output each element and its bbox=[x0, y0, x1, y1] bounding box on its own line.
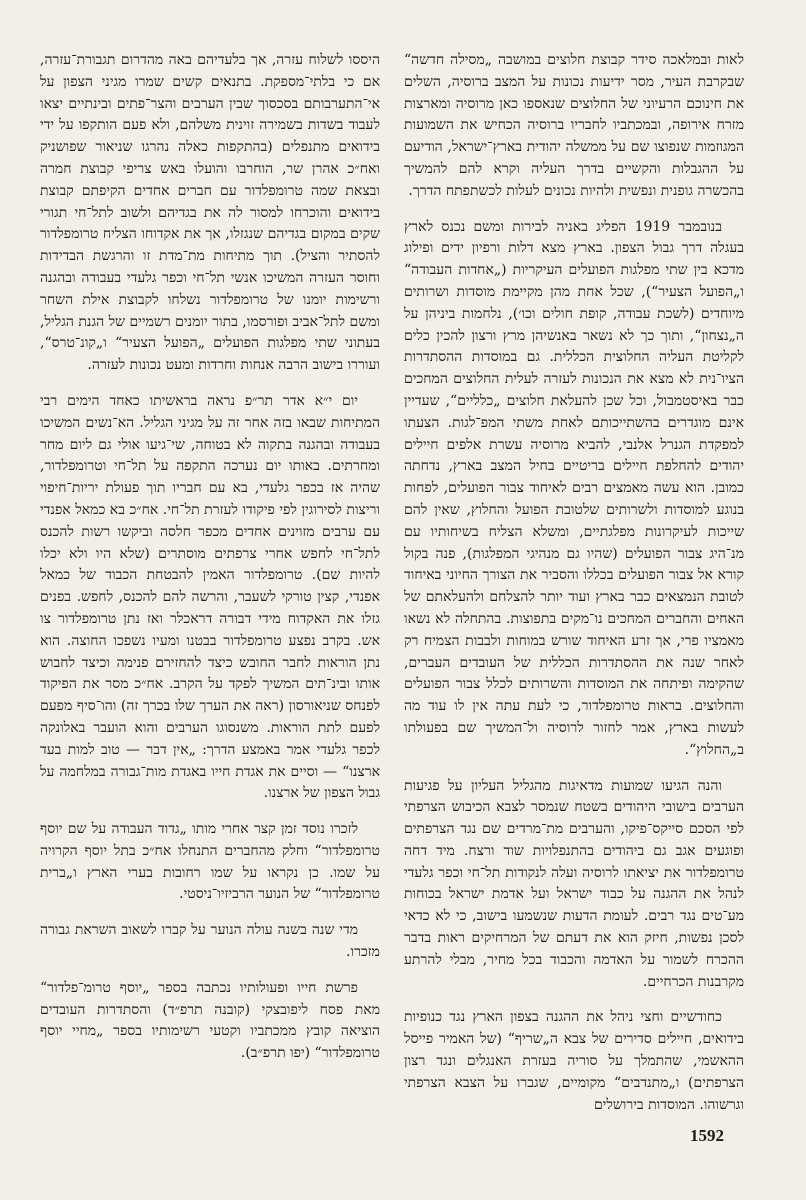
paragraph: מדי שנה בשנה עולה הנוער על קברו לשאוב השראת גבורה מזכרו. bbox=[40, 922, 380, 961]
paragraph: היססו לשלוח עזרה, אך בלעדיהם באה מהדרום תגבורת־עזרה, אם כי בלתי־מספקת. בתנאים קשים שמרו מגיני הצפון על אי־התערבותם בסכסוך שבין הערבים והצר־פתים ובינתיים יצאו לעבוד בשדות בשמירה זוינית משלהם, ולא פעם הותקפו על ידי בידואים מתנפלים (בהתקפות כאלה נהרגו שניאור שפושניק ואח״כ אהרן שר, הוחרבו והועלו באש צריפי קבוצת חמרה ובצאת שמה טרומפלדור עם חברים אחדים הקיפתם קבוצת בידואים והוכרחו למסור לה את בגדיהם ולשוב לתל־חי תגורי שקים במקום בגדיהם שנגזלו, אך את אקדוחו הצליח טרומפלדור להסתיר והציל). תוך מתיחות מת־מדת זו והרגשת הבדידות וחוסר העזרה המשיכו אנשי תל־חי וכפר גלעדי בעבודה ובהגנה ורשימות יומנו של טרומפלדור נשלחו לקבוצת אילת השחר ומשם לתל־אביב ופורסמו, בתור יומנים רשמיים של הגנת הגליל, בעתוני שתי מפלגות הפועלים „הפועל הצעיר“ ו„קונ־טרס“, ועוררו בישוב הרבה אנחות וחרדות ומעט נכונות לעזרה. bbox=[40, 52, 380, 374]
paragraph: לזכרו נוסד זמן קצר אחרי מותו „גדוד העבודה על שם יוסף טרומפלדור“ וחלק מהחברים התנחלו אח״כ בתל יוסף הקרויה על שמו. כן נקראו על שמו רחובות בערי הארץ ו„ברית טרומפלדור“ של הנוער הרביזיו־ניסטי. bbox=[40, 821, 380, 903]
paragraph: בנובמבר 1919 הפליג באניה לבירות ומשם נכנס לארץ בעגלה דרך גבול הצפון. בארץ מצא דלות ורפיון ידים ופילוג מדכא בין שתי מפלגות הפועלים העיקריות („אחדות העבודה“ ו„הפועל הצעיר“), שכל אחת מהן מקיימת מוסדות ושרותים מיוחדים (לשכת עבודה, קופת חולים וכו׳), נלחמות ביניהן על ה„נצחון“, ותוך כך לא נשאר באנשיהן מרץ ורצון להכין כלים לקליטת העליה החלוצית הכללית. גם במוסדות ההסתדרות הציו־נית לא מצא את הנכונות לעזרה לעלית החלוצים המחכים כבר באיסטמבול, וכל שכן להעלאת חלוצים „כלליים“, שעדיין אינם מוגדרים בהשתייכותם לאחת משתי המפ־לגות. הצעתו למפקדת הגנרל אלנבי, להביא מרוסיה עשרת אלפים חיילים יהודים להחלפת חיילים בריטיים בחיל המצב בארץ, נדחתה כמובן. הוא עשה מאמצים רבים לאיחוד צבור הפועלים, לפחות בנוגע למוסדות ולשרותים שלטובת הפועל והחלוץ, שאין להם שייכות לעיקרונות מפלגתיים, ומשלא הצליח בשיחותיו עם מנ־היג צבור הפועלים (שהיו גם מנהיגי המפלגות), פנה בקול קורא אל צבור הפועלים בכללו והסביר את הצורך החיוני באיחוד לטובת הנמצאים כבר בארץ ועוד יותר להצלחם ולהעלאתם של האחים והחברים המחכים נו־מקים בתפוצות. בהתחלה לא נשאו מאמציו פרי, אך זרע האיחוד שורש במוחות ולבבות הצמיח רק לאחר שנה את ההסתדרות הכללית של העובדים העברים, שהקימה ופיתחה את המוסדות והשרותים לכלל צבור הפועלים והחלוצים. בראות טרומפלדור, כי לעת עתה אין לו עוד מה לעשות בארץ, אמר לחזור לרוסיה ול־המשיך שם בפעולתו ב„החלוץ“. bbox=[404, 218, 744, 758]
paragraph: לאות ובמלאכה סידר קבוצת חלוצים במושבה „מסילה חדשה“ שבקרבת העיר, מסר ידיעות נכונות על המצב ברוסיה, השלים את חינוכם הרעיוני של החלוצים שנאספו כאן מרוסיה ומארצות מזרח אירופה, ובמכתביו לחבריו ברוסיה הכחיש את השמועות המגוזמות שנפוצו שם על ממשלה יהודית בארץ־ישראל, הודיעם על ההגבלות והקשיים בדרך העליה וקרא להם להמשיך בהכשרה גופנית ונפשית ולהיות נכונים לעלות לכשתפתח הדרך. bbox=[404, 52, 744, 199]
page-number: 1592 bbox=[690, 1126, 724, 1145]
paragraph: והנה הגיעו שמועות מדאיגות מהגליל העליון על פגיעות הערבים בישובי היהודים בשטח שנמסר לצבא הכיבוש הצרפתי לפי הסכם סייקס־פיקו, והערבים מת־מרדים שם נגד הצרפתים ופוגעים אגב גם ביהודים בהתנפלויות שוד ורצח. מיד דחה טרומפלדור את יציאתו לרוסיה ועלה לנקודות תל־חי וכפר גלעדי לנהל את ההגנה על כבוד ישראל ועל אדמת ישראל בכוחות מע־טים נגד רבים. לעומת הדעות שנשמעו בישוב, כי לא כדאי לסכן נפשות, חיזק הוא את דעתם של המרחיקים ראות בדבר ההכרח לשמור על האדמה והכבוד בכל מחיר, מבלי להרתע מקרבנות הכרחיים. bbox=[404, 777, 744, 990]
left-column bbox=[40, 50, 380, 1079]
paragraph: יום י״א אדר תר״פ נראה בראשיתו כאחד הימים רבי המתיחות שבאו בזה אחר זה על מגיני הגליל. הא־נשים המשיכו בעבודה ובהגנה בתקוה לא בטוחה, שי־גיעו אולי גם ליום מחר ומחרתים. באותו יום נערכה התקפה על תל־חי וטרומפלדור, שהיה אז בכפר גלעדי, בא עם חבריו תוך פעולת יריות־חיפוי וריצות לסירוגין לפי פיקודו לעזרת תל־חי. אח״כ בא כמאל אפנדי עם ערבים מזוינים אחדים מכפר חלסה וביקשו רשות להכנס לתל־חי לחפש אחרי צרפתים מוסתרים (שלא היו ולא יכלו להיות שם). טרומפלדור האמין להבטחת הכבוד של כמאל אפנדי, קצין טורקי לשעבר, והרשה להם להכנס, לחפש. בפנים גזלו את האקדוח מידי דבורה דראכלר ואז נתן טרומפלדור צו אש. בקרב נפצע טרומפלדור בבטנו ומעיו נשפכו החוצה. הוא נתן הוראות לחבר החובש כיצד להחזירם פנימה וכיצד לחבוש אותו ובינ־תים המשיך לפקד על הקרב. אח״כ מסר את הפיקוד לפנחס שניאורסון (ראה את הערך שלו בכרך זה) והו־סיף מפעם לפעם לתת הוראות. משנסוגו הערבים והוא הועבר באלונקה לכפר גלעדי אמר באמצע הדרך: „אין דבר — טוב למות בעד ארצנו“ — וסיים את אגדת חייו באגדת מות־גבורה במלחמה על גבול הצפון של ארצנו. bbox=[40, 392, 380, 802]
paragraph: כחודשיים וחצי ניהל את ההגנה בצפון הארץ נגד כנופיות בידואים, חיילים סדירים של צבא ה„שריף“ (של האמיר פייסל ההאשמי, שהתמלך על סוריה בעזרת האנגלים ונגד רצון הצרפתים) ו„מתנדבים“ מקומיים, שגברו על הצבא הצרפתי וגרשוהו. המוסדות בירושלים bbox=[404, 1009, 744, 1113]
paragraph: פרשת חייו ופעולותיו נכתבה בספר „יוסף טרומ־פלדור“ מאת פסח ליפובצקי (קובנה תרפ״ד) והסתדרות העובדים הוציאה קובץ ממכתביו וקטעי רשימותיו בספר „מחיי יוסף טרומפלדור“ (יפו תרפ״ב). bbox=[40, 979, 380, 1062]
right-column bbox=[404, 50, 744, 1130]
